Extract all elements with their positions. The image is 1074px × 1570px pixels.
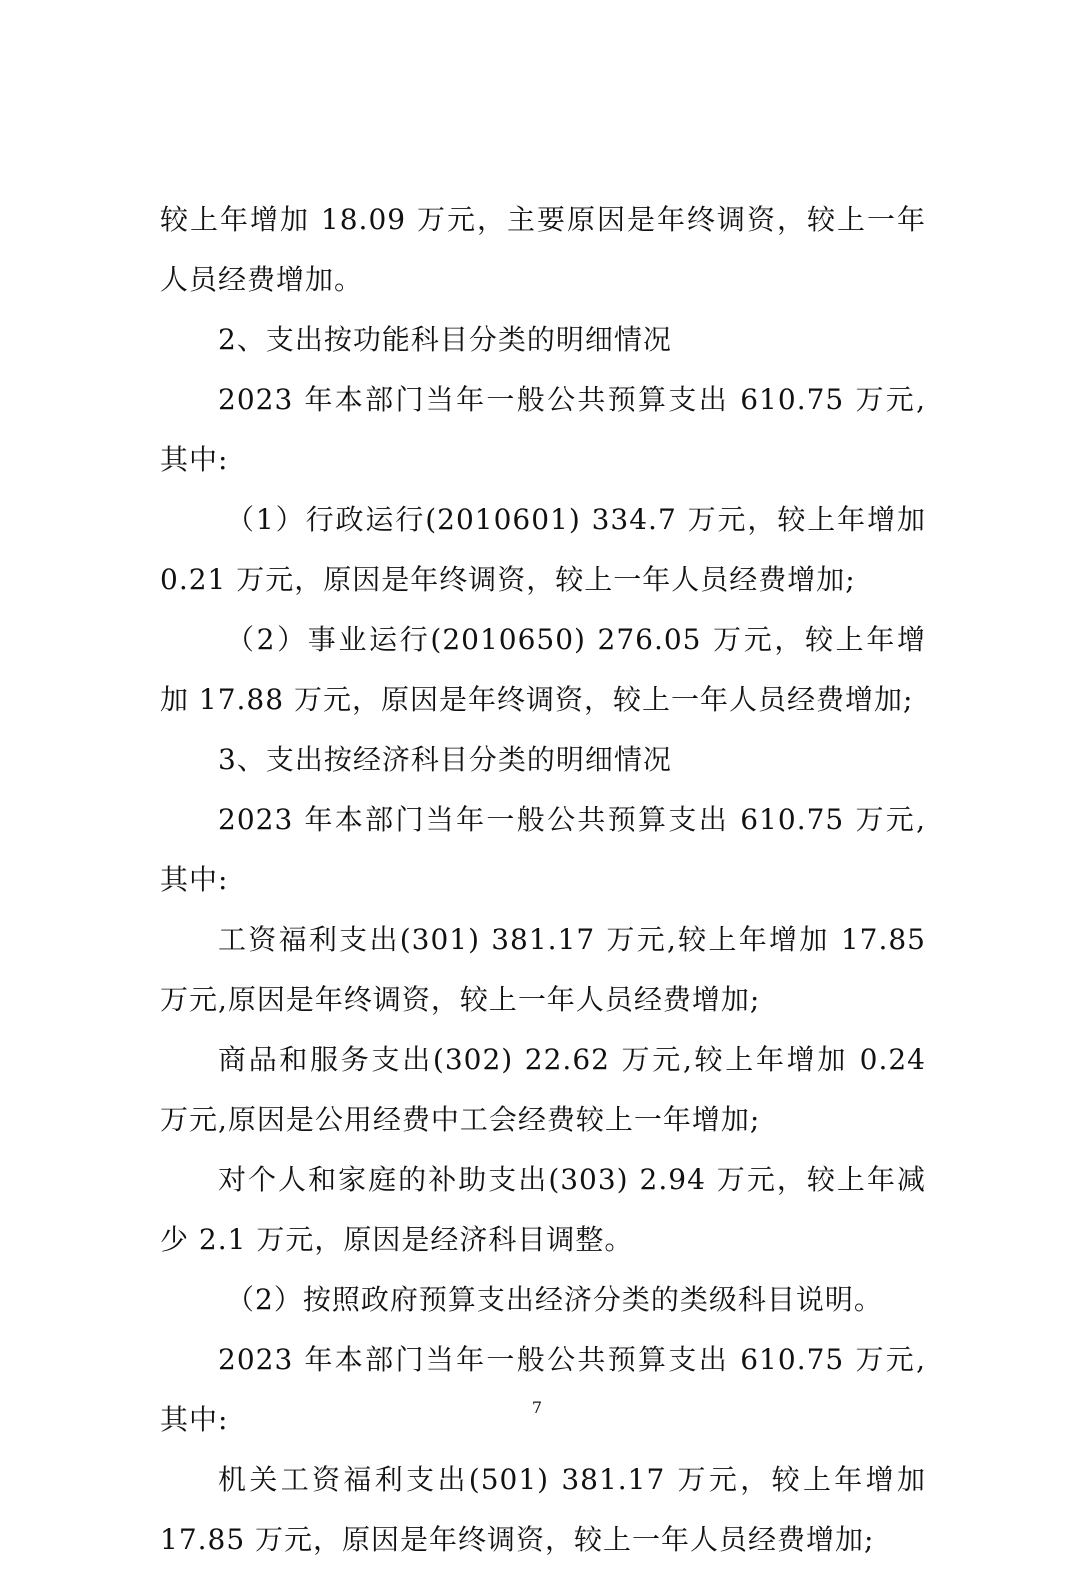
paragraph-goods-services: 商品和服务支出(302) 22.62 万元,较上年增加 0.24 万元,原因是公用经费中工会经费较上一年增加; (160, 1043, 926, 1136)
section-heading-economic: 3、支出按经济科目分类的明细情况 (218, 743, 672, 776)
paragraph-functional-total: 2023 年本部门当年一般公共预算支出 610.75 万元,其中: (160, 383, 926, 476)
paragraph-government-total: 2023 年本部门当年一般公共预算支出 610.75 万元,其中: (160, 1343, 926, 1436)
paragraph-public-institution-operation: （2）事业运行(2010650) 276.05 万元，较上年增加 17.88 万元，原因是年终调资，较上一年人员经费增加; (160, 623, 926, 716)
page-number: 7 (531, 1398, 543, 1417)
paragraph-admin-operation: （1）行政运行(2010601) 334.7 万元，较上年增加 0.21 万元，原因是年终调资，较上一年人员经费增加; (160, 503, 926, 596)
paragraph-subsidies: 对个人和家庭的补助支出(303) 2.94 万元，较上年减少 2.1 万元，原因是经济科目调整。 (160, 1163, 926, 1256)
paragraph-agency-wages: 机关工资福利支出(501) 381.17 万元，较上年增加 17.85 万元，原因是年终调资，较上一年人员经费增加; (160, 1463, 926, 1556)
paragraph-continuation: 较上年增加 18.09 万元，主要原因是年终调资，较上一年人员经费增加。 (160, 203, 926, 296)
paragraph-wages-welfare: 工资福利支出(301) 381.17 万元,较上年增加 17.85 万元,原因是年终调资，较上一年人员经费增加; (160, 923, 926, 1016)
body-text (160, 190, 926, 1570)
section-heading-functional: 2、支出按功能科目分类的明细情况 (218, 323, 672, 356)
section-heading-government-economic: （2）按照政府预算支出经济分类的类级科目说明。 (226, 1283, 883, 1316)
paragraph-economic-total: 2023 年本部门当年一般公共预算支出 610.75 万元,其中: (160, 803, 926, 896)
